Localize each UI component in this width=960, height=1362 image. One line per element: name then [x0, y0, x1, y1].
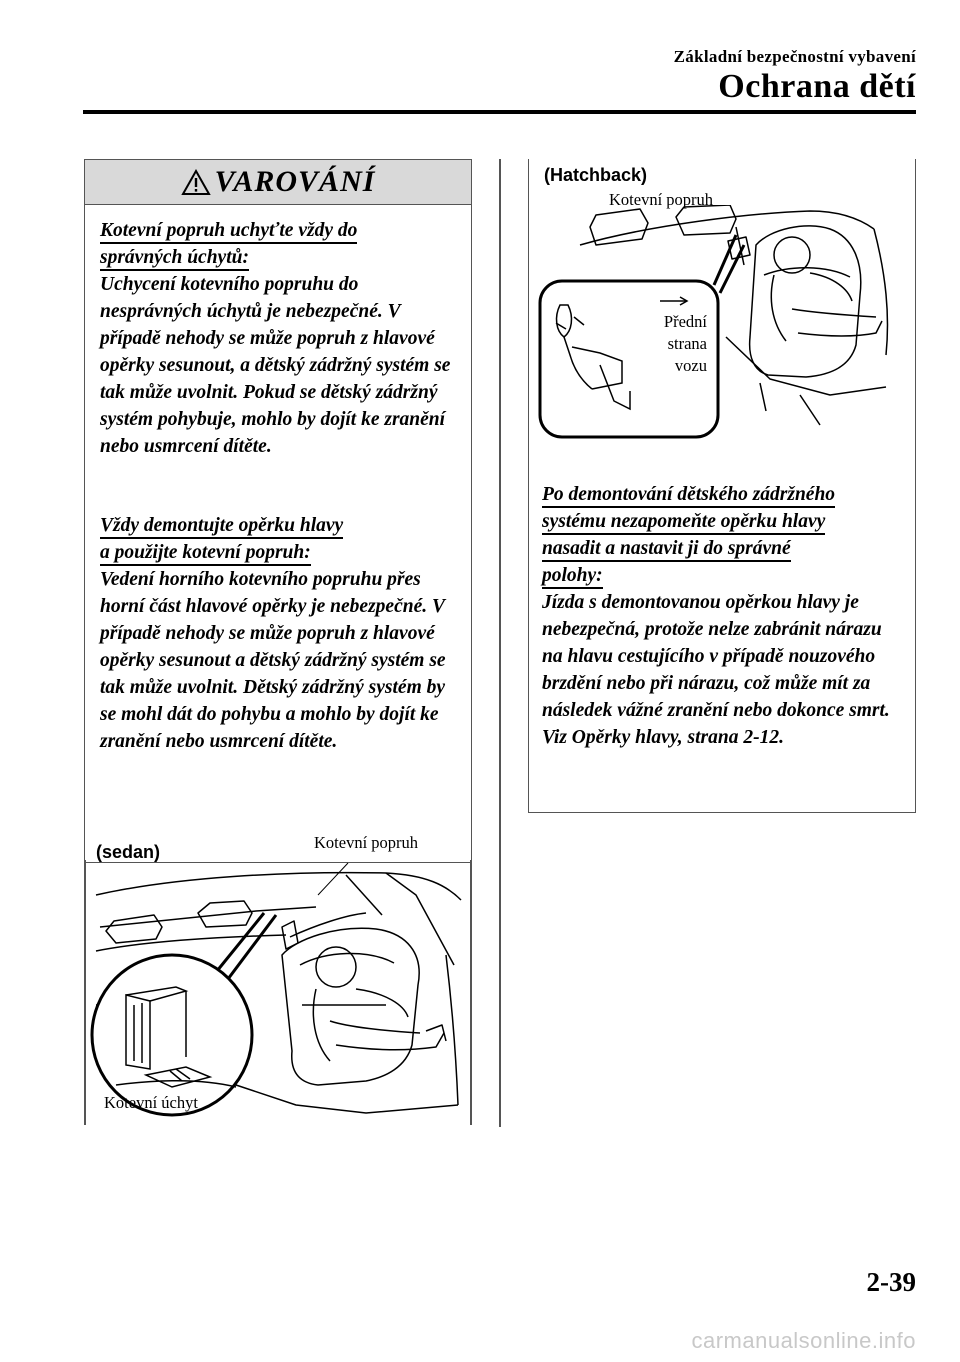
sedan-anchor-caption: Kotevní úchyt: [104, 1093, 198, 1112]
front-line-2: strana: [667, 334, 707, 353]
column-separator: [499, 159, 501, 1127]
warning-heading-1a: Kotevní popruh uchyťte vždy do: [100, 220, 357, 244]
page-number: 2-39: [866, 1267, 916, 1297]
right-heading-1: Po demontování dětského zádržného: [542, 484, 835, 508]
page-title: Ochrana dětí: [718, 68, 916, 105]
watermark: carmanualsonline.info: [691, 1328, 916, 1353]
front-of-vehicle-caption: [655, 311, 707, 377]
warning-heading-2b: a použijte kotevní popruh:: [100, 542, 311, 566]
sedan-label: (sedan): [96, 842, 161, 862]
warning-block-2: [100, 512, 460, 755]
warning-heading-1b: správných úchytů:: [100, 247, 249, 271]
hatchback-label: (Hatchback): [544, 165, 648, 185]
right-warning-body: Jízda s demontovanou opěrkou hlavy je nebezpečná, protože nelze zabránit nárazu na hlavu cestujícího v případě nouzového brzdění nebo při nárazu, což může mít za následek vážné zranění nebo dokonce smrt.: [542, 592, 890, 721]
right-heading-3: nasadit a nastavit ji do správné: [542, 538, 791, 562]
warning-box: [84, 159, 472, 863]
sedan-illustration: [86, 855, 468, 1120]
sedan-strap-caption: Kotevní popruh: [314, 833, 419, 852]
right-heading-4: polohy:: [542, 565, 603, 589]
hatchback-illustration: [530, 205, 912, 445]
right-warning-text: [542, 481, 907, 751]
warning-header: [85, 160, 471, 205]
front-line-3: vozu: [674, 356, 707, 375]
section-title: Základní bezpečnostní vybavení: [673, 47, 916, 66]
right-warning-reference: Viz Opěrky hlavy, strana 2-12.: [542, 727, 784, 748]
right-heading-2: systému nezapomeňte opěrku hlavy: [542, 511, 825, 535]
hatchback-strap-caption: Kotevní popruh: [609, 190, 714, 209]
warning-block-1: [100, 217, 460, 460]
warning-body-2: Vedení horního kotevního popruhu přes horní část hlavové opěrky je nebezpečné. V případě nehody se může popruh z hlavové opěrky sesunout a dětský zádržný systém se tak může uvolnit. Dětský zádržný systém by se mohl dát do pohybu a mohlo by dojít ke zranění nebo usmrcení dítěte.: [100, 569, 446, 752]
warning-label: VAROVÁNÍ: [214, 165, 376, 198]
front-line-1: Přední: [663, 312, 707, 331]
warning-triangle-icon: [181, 169, 211, 196]
warning-body-1: Uchycení kotevního popruhu do nesprávných úchytů je nebezpečné. V případě nehody se může popruh z hlavové opěrky sesunout, a dětský zádržný systém se tak může uvolnit. Pokud se dětský zádržný systém pohybuje, mohlo by dojít ke zranění nebo usmrcení dítěte.: [100, 274, 451, 457]
header-rule: [83, 110, 916, 114]
frame-line-middle: [470, 860, 472, 1125]
warning-heading-2a: Vždy demontujte opěrku hlavy: [100, 515, 343, 539]
